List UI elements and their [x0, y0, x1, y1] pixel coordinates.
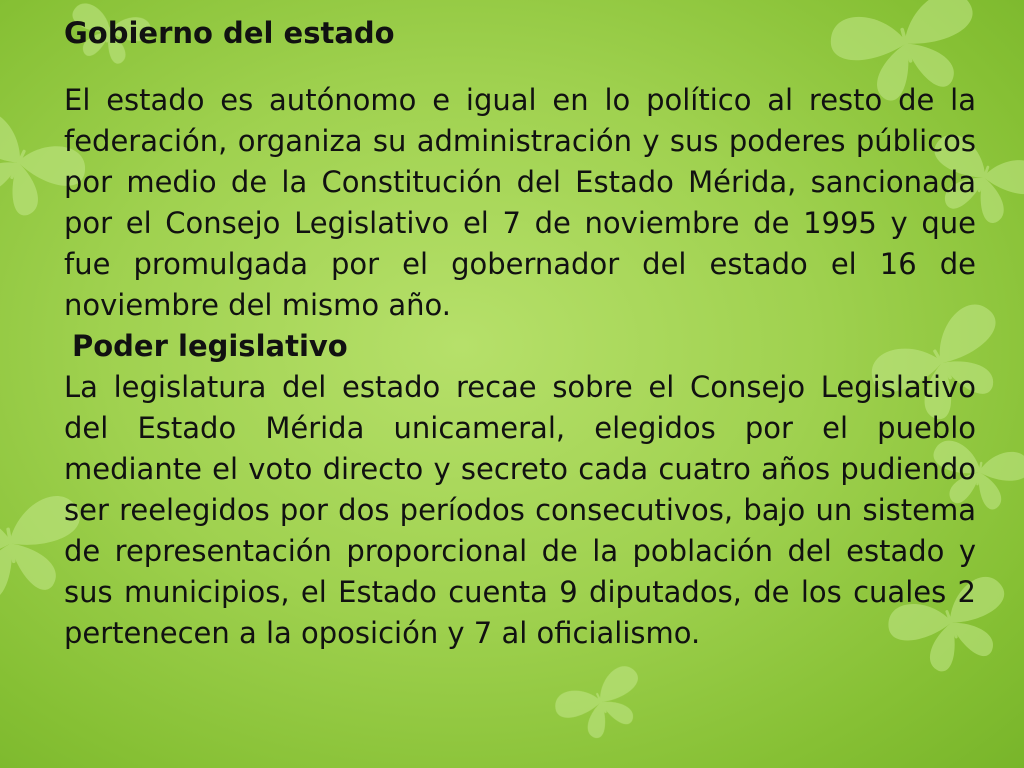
section-heading-gobierno: Gobierno del estado [64, 16, 395, 50]
paragraph-legislativo: La legislatura del estado recae sobre el Consejo Legislativo del Estado Mérida unicameral, elegidos por el pueblo mediante el voto directo y secreto cada cuatro años pudiendo ser reelegidos por dos períodos consecutivos, bajo un sistema de representación proporcional de la población del estado y sus municipios, el Estado cuenta 9 diputados, de los cuales 2 pertenecen a la oposición y 7 al oficialismo. [64, 370, 976, 650]
slide-content [64, 0, 976, 768]
paragraph-gobierno: El estado es autónomo e igual en lo político al resto de la federación, organiza su administración y sus poderes públicos por medio de la Constitución del Estado Mérida, sancionada por el Consejo Legislativo el 7 de noviembre de 1995 y que fue promulgada por el gobernador del estado el 16 de noviembre del mismo año. [64, 83, 976, 322]
section-heading-legislativo: Poder legislativo [72, 329, 348, 363]
